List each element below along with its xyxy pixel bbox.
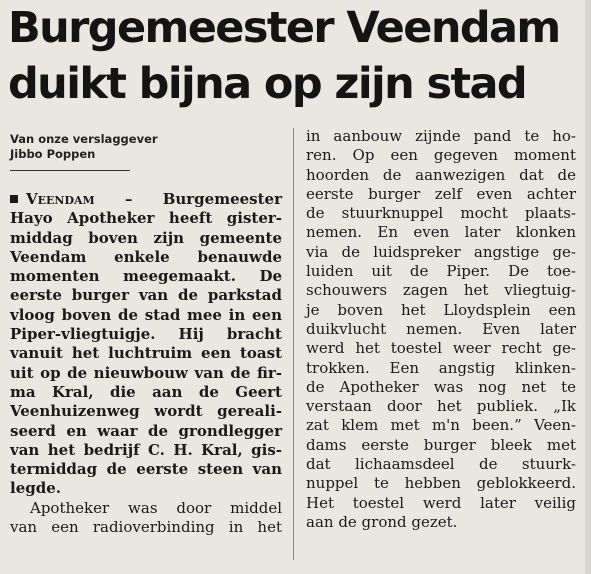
article-line: nemen. En even later klonken [306, 223, 576, 242]
article-line: uit op de nieuwbouw van de fir- [10, 363, 282, 382]
headline-line-1: Burgemeester Veendam [8, 3, 560, 53]
article-line: Veenhuizenweg wordt gereali- [10, 402, 282, 421]
article-column-left [10, 190, 282, 537]
article-column-right [306, 127, 576, 532]
article-line: dat lichaamsdeel de stuurk- [306, 455, 576, 474]
article-line: vanuit het luchtruim een toast [10, 344, 282, 363]
article-line: via de luidspreker angstige ge- [306, 242, 576, 261]
article-line: nuppel te hebben geblokkeerd. [306, 474, 576, 493]
article-line: van een radioverbinding in het [10, 518, 282, 537]
article-line: in aanbouw zijnde pand te ho- [306, 127, 576, 145]
byline-line-1: Van onze verslaggever [10, 132, 158, 146]
article-line: Apotheker was door middel [30, 498, 282, 517]
byline-author: Jibbo Poppen [10, 147, 96, 161]
article-line: trokken. Een angstig klinken- [306, 358, 576, 377]
article-line: luiden uit de Piper. De toe- [306, 262, 576, 281]
dateline: Veendam [26, 190, 95, 208]
article-line: middag boven zijn gemeente [10, 228, 282, 247]
headline [8, 0, 588, 112]
column-divider [293, 128, 294, 560]
article-line: Veendam enkele benauwde [10, 247, 282, 266]
article-line: hoorden de aanwezigen dat de [306, 165, 576, 184]
byline [10, 132, 185, 162]
article-line: vloog boven de stad mee in een [10, 305, 282, 324]
article-line: eerste burger zelf even achter [306, 184, 576, 203]
article-line [10, 190, 282, 209]
article-line: termiddag de eerste steen van [10, 460, 282, 479]
article-line: dams eerste burger bleek met [306, 435, 576, 454]
article-line: de Apotheker was nog net te [306, 377, 576, 396]
article-line: werd het toestel weer recht ge- [306, 339, 576, 358]
article-line: Hayo Apotheker heeft gister- [10, 209, 282, 228]
article-line-text: – Burgemeester [94, 190, 282, 208]
article-line: de stuurknuppel mocht plaats- [306, 204, 576, 223]
article-line: Het toestel werd later veilig [306, 493, 576, 512]
article-line: momenten meegemaakt. De [10, 267, 282, 286]
article-line: seerd en waar de grondlegger [10, 421, 282, 440]
bullet-square-icon [10, 195, 18, 203]
article-line: ma Kral, die aan de Geert [10, 382, 282, 401]
article-line: Piper-vliegtuigje. Hij bracht [10, 325, 282, 344]
article-line: schouwers zagen het vliegtuig- [306, 281, 576, 300]
article-line: zat klem met m'n been.” Veen- [306, 416, 576, 435]
article-line: legde. [10, 479, 61, 498]
article-line: eerste burger van de parkstad [10, 286, 282, 305]
article-line: van het bedrijf C. H. Kral, gis- [10, 440, 282, 459]
article-line: duikvlucht nemen. Even later [306, 319, 576, 338]
article-line: aan de grond gezet. [306, 512, 458, 531]
article-line: ren. Op een gegeven moment [306, 146, 576, 165]
article-line: verstaan door het publiek. „Ik [306, 397, 576, 416]
article-line: je boven het Lloydsplein een [306, 300, 576, 319]
byline-rule [10, 170, 130, 171]
headline-line-2: duikt bijna op zijn stad [8, 59, 527, 109]
page-edge [585, 0, 591, 574]
